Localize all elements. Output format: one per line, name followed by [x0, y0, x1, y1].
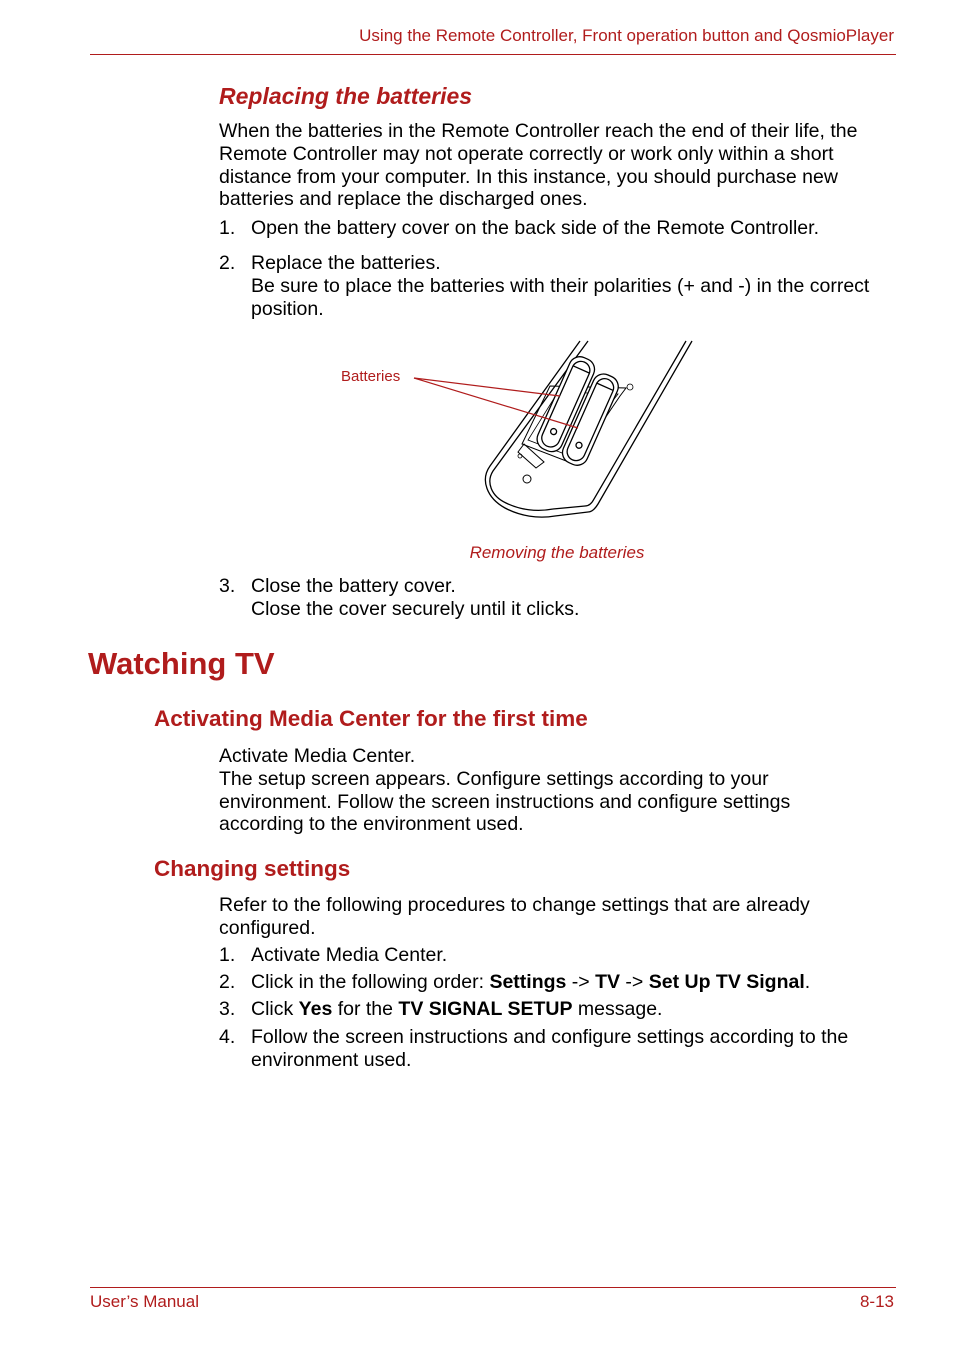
subheading-changing: Changing settings: [154, 856, 351, 881]
subheading-activating: Activating Media Center for the first time: [154, 706, 588, 731]
remote-controller-illustration: [330, 336, 710, 526]
chapter-heading-watching-tv: Watching TV: [88, 646, 275, 681]
text-run: ->: [620, 971, 649, 993]
section-heading-replacing: Replacing the batteries: [219, 83, 473, 109]
change-step-2: [219, 971, 909, 994]
text-run: message.: [572, 998, 663, 1020]
menu-path-settings: Settings: [489, 971, 567, 993]
text-run: .: [804, 971, 811, 993]
step-number: 3.: [219, 575, 236, 597]
step-text: Follow the screen instructions and configure settings according to the environment used.: [251, 1026, 849, 1071]
step-number: 4.: [219, 1026, 236, 1048]
step-subtext: Be sure to place the batteries with their polarities (+ and -) in the correct position.: [251, 274, 870, 320]
activating-line2: The setup screen appears. Configure settings according to your environment. Follow the screen instructions and configure settings according to the environment used.: [219, 767, 791, 836]
step-text: [251, 998, 909, 1021]
ui-term-tv-signal-setup: TV SIGNAL SETUP: [398, 998, 573, 1020]
step-text: Open the battery cover on the back side of the Remote Controller.: [251, 217, 819, 239]
step-2: [219, 252, 909, 320]
step-text: Replace the batteries.: [251, 252, 441, 274]
footer-left: User’s Manual: [90, 1292, 199, 1311]
step-number: 1.: [219, 944, 236, 966]
step-number: 3.: [219, 998, 236, 1020]
text-run: ->: [566, 971, 596, 993]
header-rule: [90, 54, 896, 55]
step-number: 2.: [219, 252, 236, 274]
change-step-3: [219, 998, 909, 1021]
step-text: Close the battery cover.: [251, 575, 456, 597]
footer-rule: [90, 1287, 896, 1288]
menu-path-tv: TV: [595, 971, 621, 993]
step-text: Activate Media Center.: [251, 944, 448, 966]
replacing-intro: When the batteries in the Remote Controller reach the end of their life, the Remote Controller may not operate correctly or work only within a short distance from your computer. In this instance, you should purchase new batteries and replace the discharged ones.: [219, 120, 858, 211]
step-number: 2.: [219, 971, 236, 993]
change-step-4: [219, 1026, 909, 1072]
figure-caption: Removing the batteries: [469, 543, 645, 562]
text-run: for the: [332, 998, 399, 1020]
running-header: Using the Remote Controller, Front operation button and QosmioPlayer: [359, 26, 894, 45]
activating-paragraph: [219, 745, 909, 836]
change-step-1: [219, 944, 909, 967]
changing-intro: Refer to the following procedures to change settings that are already configured.: [219, 894, 810, 939]
step-number: 1.: [219, 217, 236, 239]
figure-label-batteries: Batteries: [341, 368, 401, 385]
step-3: [219, 575, 909, 621]
menu-path-set-up-tv-signal: Set Up TV Signal: [648, 971, 805, 993]
step-subtext: Close the cover securely until it clicks.: [251, 597, 580, 620]
text-run: Click in the following order:: [251, 971, 490, 993]
ui-term-yes: Yes: [298, 998, 333, 1020]
step-text: [251, 971, 909, 994]
activating-line1: Activate Media Center.: [219, 745, 416, 767]
text-run: Click: [251, 998, 299, 1020]
page-number: 8-13: [859, 1292, 894, 1311]
step-1: [219, 217, 909, 240]
